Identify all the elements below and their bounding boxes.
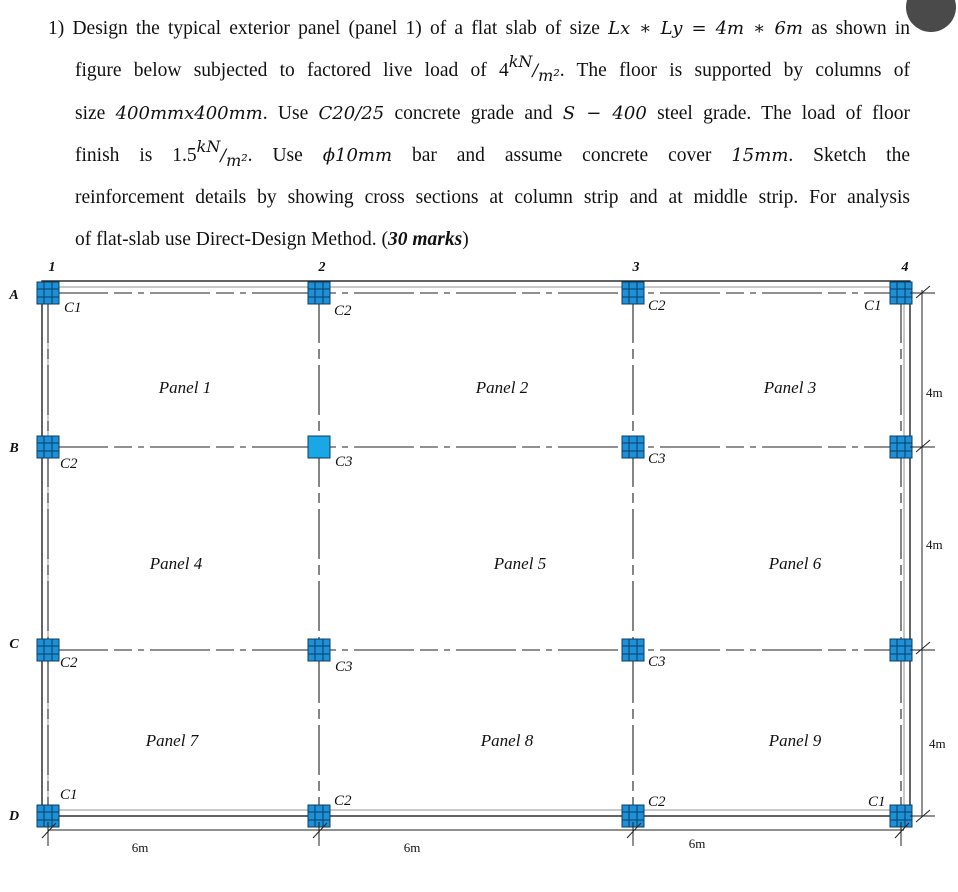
column-tag: C2 xyxy=(334,793,352,809)
column-tag: C2 xyxy=(648,794,666,810)
column-square xyxy=(622,436,644,458)
panel-label-3: Panel 3 xyxy=(763,378,817,397)
axis-label-3: 3 xyxy=(632,260,640,275)
dimension-bottom xyxy=(42,822,909,846)
column-square xyxy=(622,639,644,661)
column-square xyxy=(890,282,912,304)
column-tag: C3 xyxy=(335,659,353,675)
question-line-5: reinforcement details by showing cross sections at column strip and at middle strip. For analysis xyxy=(75,187,910,208)
column-square xyxy=(37,282,59,304)
column-tag: C2 xyxy=(60,655,78,671)
dimension-bottom-labels xyxy=(132,836,706,855)
dimension-right-labels xyxy=(926,385,946,751)
panel-label-9: Panel 9 xyxy=(768,731,822,750)
span-x-label: 6m xyxy=(688,836,706,851)
axis-label-1: 1 xyxy=(48,260,56,275)
axis-label-A: A xyxy=(9,288,19,303)
question-line-3: size 400mmx400mm. Use C20/25 concrete grade and S − 400 steel grade. The load of floor xyxy=(75,103,911,124)
column-square xyxy=(308,436,330,458)
panel-label-2: Panel 2 xyxy=(475,378,529,397)
column-tag: C3 xyxy=(335,454,353,470)
column-square xyxy=(622,282,644,304)
column-tag: C2 xyxy=(334,303,352,319)
panel-label-7: Panel 7 xyxy=(145,731,199,750)
panel-labels xyxy=(145,378,822,750)
question-line-1: 1) Design the typical exterior panel (panel 1) of a flat slab of size Lx ∗ Ly = 4m ∗ 6m as shown in xyxy=(48,18,910,39)
span-x-label: 6m xyxy=(131,840,149,855)
panel-label-4: Panel 4 xyxy=(149,554,203,573)
axis-label-2: 2 xyxy=(318,260,326,275)
axis-label-4: 4 xyxy=(901,260,909,275)
span-y-label: 4m xyxy=(929,736,946,751)
column-square xyxy=(890,639,912,661)
panel-label-1: Panel 1 xyxy=(158,378,212,397)
axis-label-C: C xyxy=(9,637,19,652)
panel-label-5: Panel 5 xyxy=(493,554,547,573)
column-square xyxy=(308,639,330,661)
axis-label-D: D xyxy=(8,809,20,824)
column-tag: C2 xyxy=(60,456,78,472)
panel-label-6: Panel 6 xyxy=(768,554,822,573)
column-square xyxy=(37,639,59,661)
column-tag: C3 xyxy=(648,654,666,670)
column-tag: C2 xyxy=(648,298,666,314)
column-tag: C1 xyxy=(64,300,82,316)
axis-label-B: B xyxy=(9,441,19,456)
panel-label-8: Panel 8 xyxy=(480,731,534,750)
column-tag: C1 xyxy=(868,794,886,810)
column-tag: C1 xyxy=(864,298,882,314)
column-tag: C3 xyxy=(648,451,666,467)
span-y-label: 4m xyxy=(926,537,943,552)
span-x-label: 6m xyxy=(403,840,421,855)
question-line-2: figure below subjected to factored live load of 4kN/m². The floor is supported by columns of xyxy=(75,52,910,85)
column-square xyxy=(308,282,330,304)
question-line-6: of flat-slab use Direct-Design Method. (30 marks) xyxy=(75,229,469,250)
column-tag: C1 xyxy=(60,787,78,803)
column-square xyxy=(37,436,59,458)
column-square xyxy=(890,436,912,458)
question-line-4: finish is 1.5kN/m². Use ϕ10mm bar and assume concrete cover 15mm. Sketch the xyxy=(75,137,910,170)
span-y-label: 4m xyxy=(926,385,943,400)
